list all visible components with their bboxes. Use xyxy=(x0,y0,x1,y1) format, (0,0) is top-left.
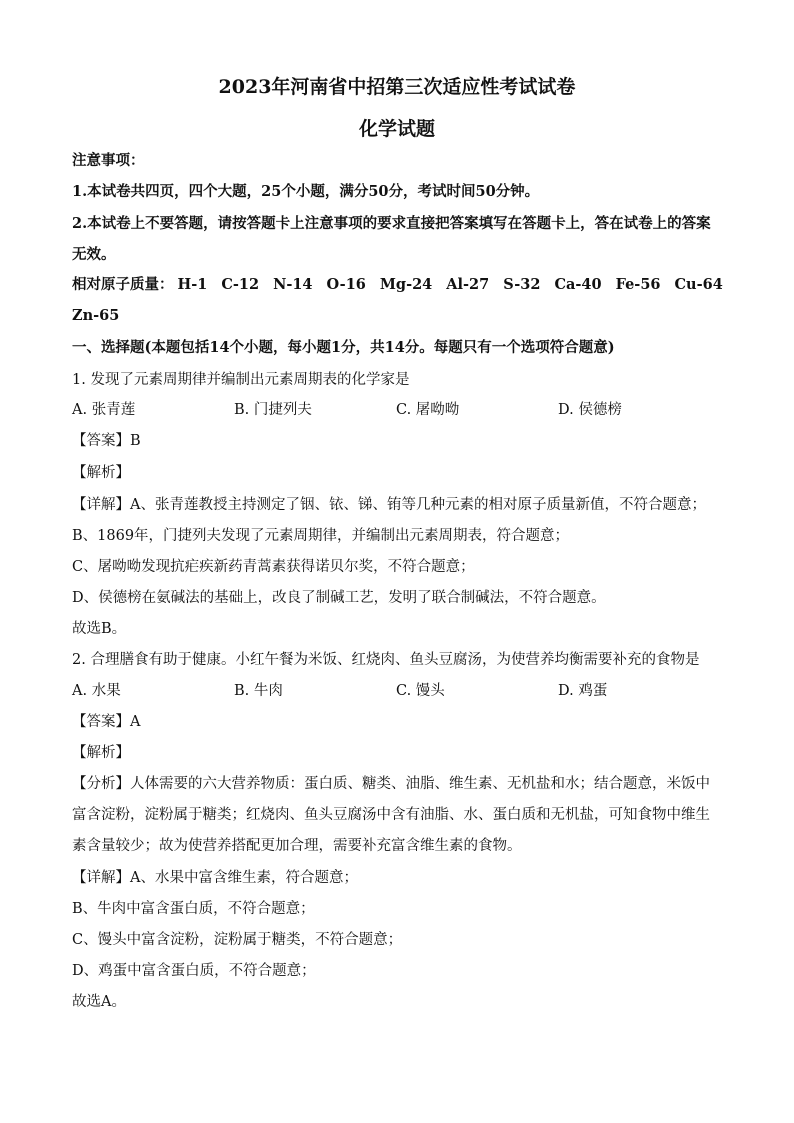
notice-heading: 注意事项： xyxy=(72,152,145,169)
q1-answer: 【答案】B xyxy=(72,433,141,449)
q2-option-c: C. 馒头 xyxy=(396,683,445,699)
q2-detail-b: B、牛肉中富含蛋白质，不符合题意； xyxy=(72,901,315,917)
q1-detail-c: C、屠呦呦发现抗疟疾新药青蒿素获得诺贝尔奖，不符合题意； xyxy=(72,559,475,575)
q2-answer: 【答案】A xyxy=(72,714,141,730)
q2-detail-d: D、鸡蛋中富含蛋白质，不符合题意； xyxy=(72,963,316,979)
q1-detail-d: D、侯德榜在氨碱法的基础上，改良了制碱工艺，发明了联合制碱法，不符合题意。 xyxy=(72,590,606,606)
q2-stem: 2. 合理膳食有助于健康。小红午餐为米饭、红烧肉、鱼头豆腐汤，为使营养均衡需要补充的食物是 xyxy=(72,652,700,668)
q1-detail-a: 【详解】A、张青莲教授主持测定了铟、铱、锑、铕等几种元素的相对原子质量新值，不符合题意； xyxy=(72,497,706,513)
exam-title: 2023年河南省中招第三次适应性考试试卷 xyxy=(218,76,576,98)
atomic-mass-value: N-14 xyxy=(273,276,313,293)
q2-option-a: A. 水果 xyxy=(72,683,121,699)
atomic-mass-label: 相对原子质量： xyxy=(72,276,174,293)
q2-analysis: 【分析】人体需要的六大营养物质：蛋白质、糖类、油脂、维生素、无机盐和水；结合题意，米饭中富含淀粉，淀粉属于糖类；红烧肉、鱼头豆腐汤中含有油脂、水、蛋白质和无机盐，可知食物中维生素含量较少；故为使营养搭配更加合理，需要补充富含维生素的食物。 xyxy=(72,776,710,854)
q2-detail-c: C、馒头中富含淀粉，淀粉属于糖类，不符合题意； xyxy=(72,932,403,948)
atomic-mass-value: Mg-24 xyxy=(379,276,433,293)
atomic-mass-value: Fe-56 xyxy=(615,276,661,293)
q2-analysis-label: 【解析】 xyxy=(72,745,130,761)
atomic-mass-line xyxy=(72,274,724,296)
section-1-heading: 一、选择题(本题包括14个小题，每小题1分，共14分。每题只有一个选项符合题意) xyxy=(72,339,615,356)
atomic-mass-value-zn: Zn-65 xyxy=(72,307,120,324)
q1-detail-b: B、1869年，门捷列夫发现了元素周期律，并编制出元素周期表，符合题意； xyxy=(72,528,570,544)
notice-item-1: 1.本试卷共四页，四个大题，25个小题，满分50分，考试时间50分钟。 xyxy=(72,183,540,200)
q2-option-b: B. 牛肉 xyxy=(234,683,283,699)
atomic-mass-value: Al-27 xyxy=(446,276,490,293)
notice-item-2: 2.本试卷上不要答题，请按答题卡上注意事项的要求直接把答案填写在答题卡上，答在试卷上的答案无效。 xyxy=(72,215,711,263)
atomic-mass-value: Ca-40 xyxy=(554,276,602,293)
atomic-mass-value: C-12 xyxy=(221,276,260,293)
atomic-mass-value: Cu-64 xyxy=(674,276,723,293)
q2-detail-a: 【详解】A、水果中富含维生素，符合题意； xyxy=(72,870,358,886)
q1-option-c: C. 屠呦呦 xyxy=(396,402,460,418)
q1-option-d: D. 侯德榜 xyxy=(558,402,622,418)
atomic-mass-value: H-1 xyxy=(177,276,208,293)
q1-option-a: A. 张青莲 xyxy=(72,402,136,418)
q2-conclusion: 故选A。 xyxy=(72,994,126,1010)
q1-conclusion: 故选B。 xyxy=(72,621,127,637)
q1-analysis-label: 【解析】 xyxy=(72,465,130,481)
q1-option-b: B. 门捷列夫 xyxy=(234,402,312,418)
atomic-mass-value: O-16 xyxy=(326,276,366,293)
atomic-mass-value: S-32 xyxy=(503,276,541,293)
q2-option-d: D. 鸡蛋 xyxy=(558,683,608,699)
q1-stem: 1. 发现了元素周期律并编制出元素周期表的化学家是 xyxy=(72,372,410,388)
exam-subtitle: 化学试题 xyxy=(358,118,435,140)
